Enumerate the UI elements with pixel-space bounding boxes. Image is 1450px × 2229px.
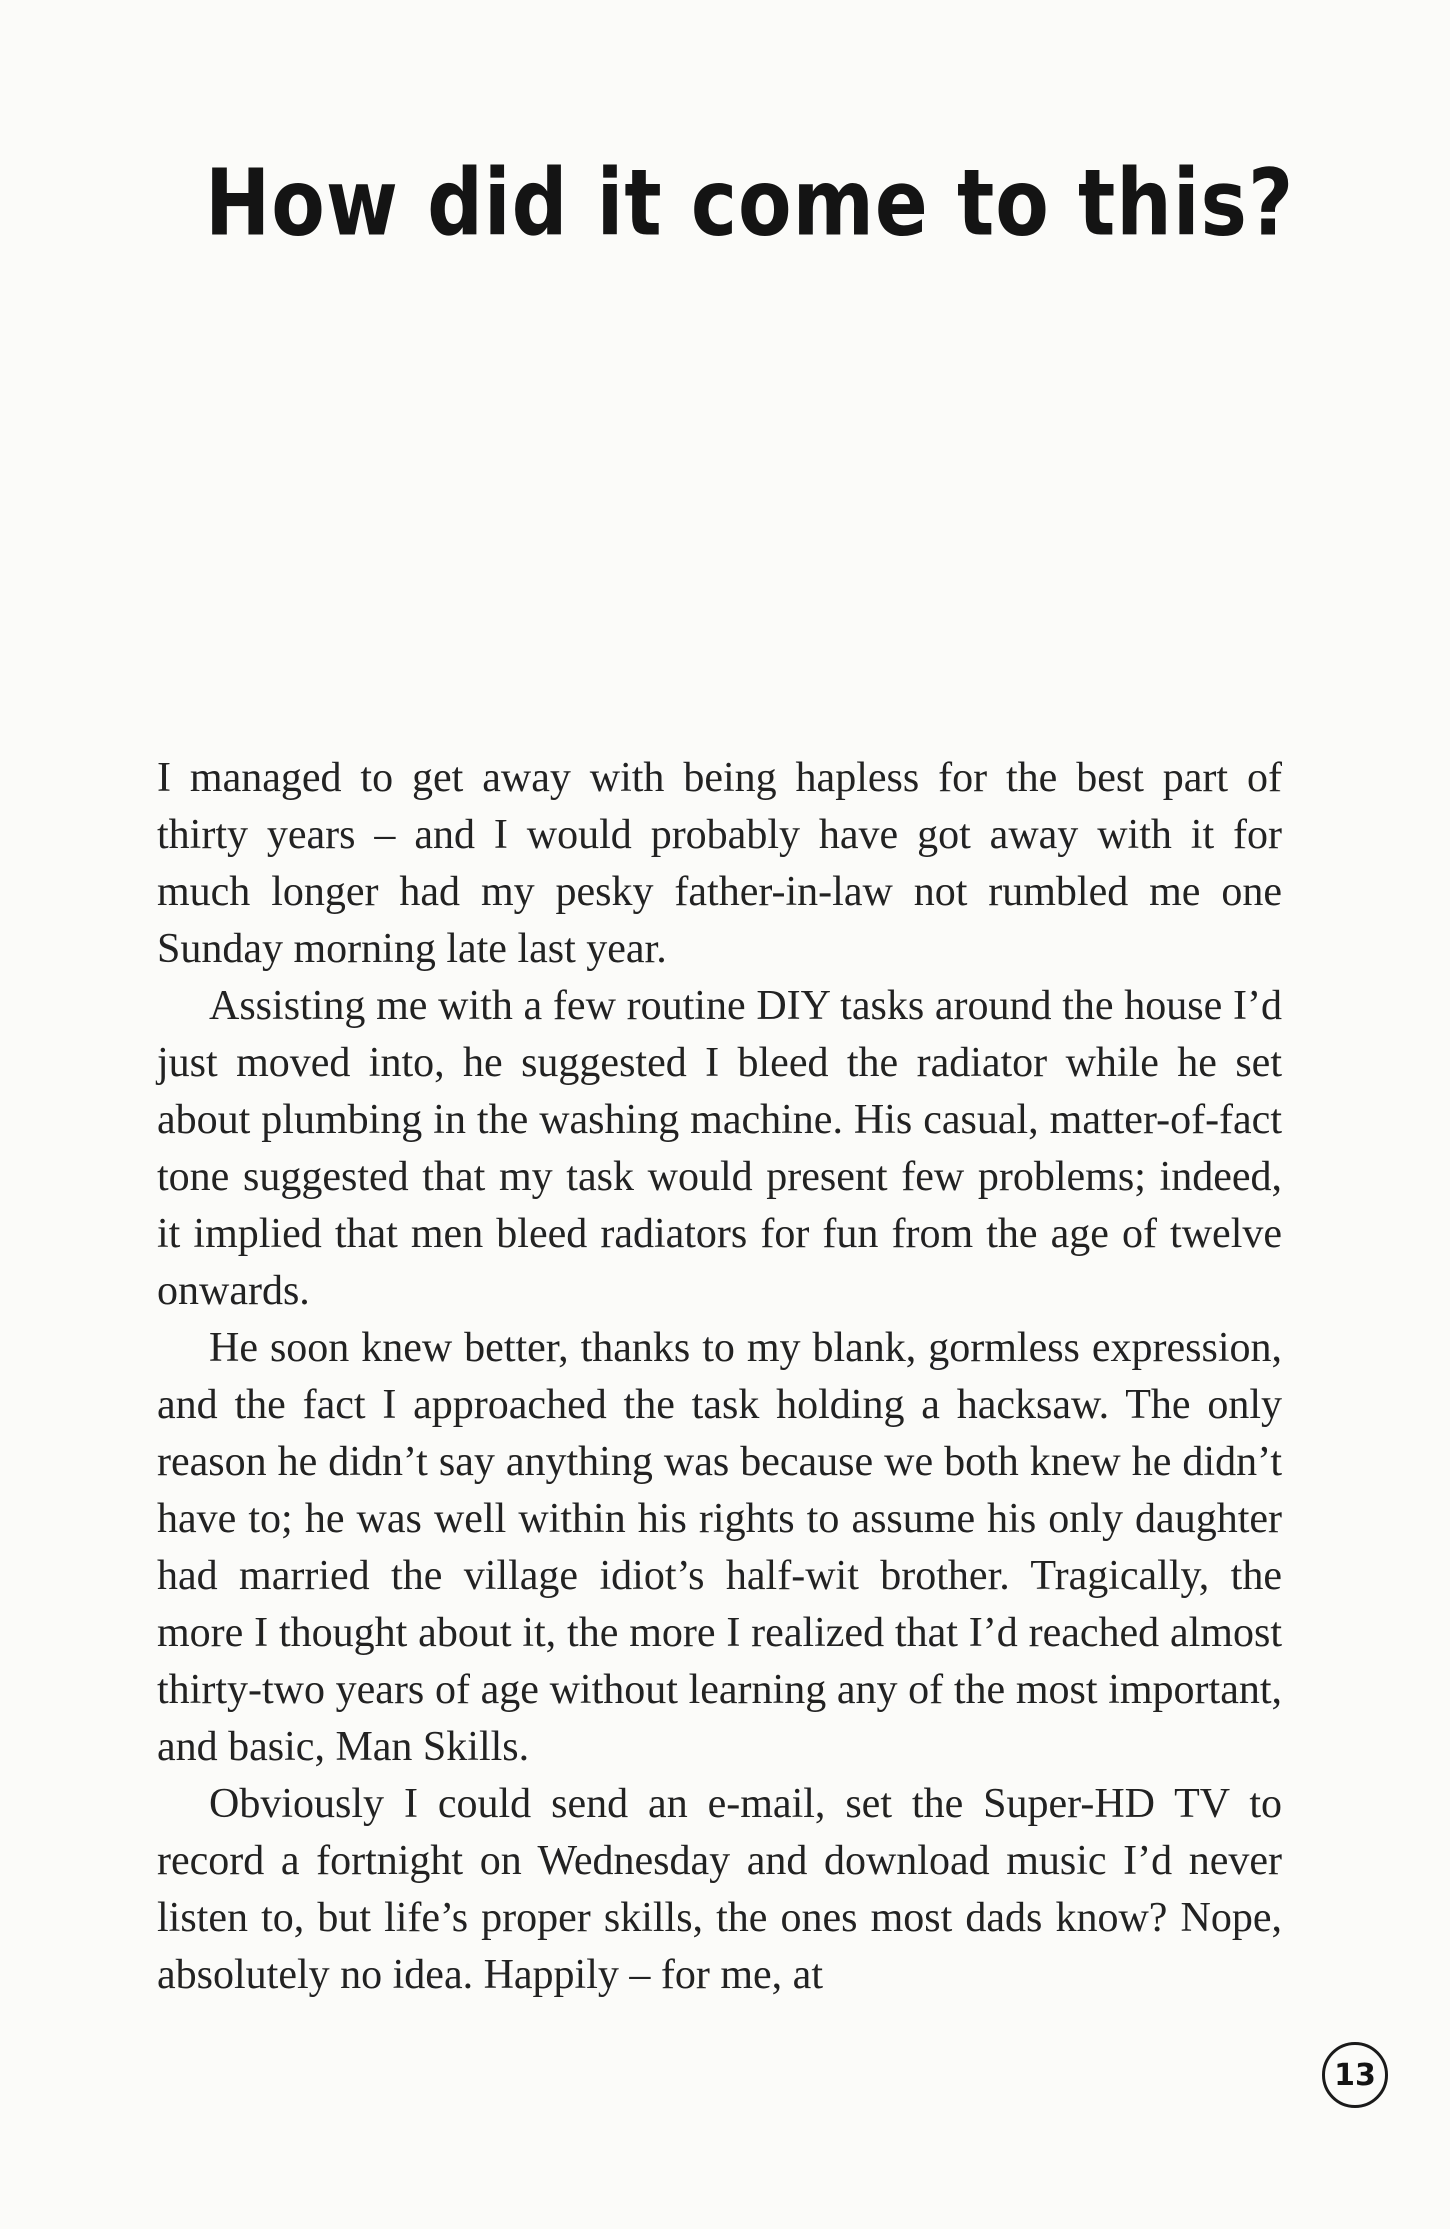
page-number-badge xyxy=(1322,2042,1388,2108)
page-number: 13 xyxy=(1334,2057,1376,2093)
body-text xyxy=(157,750,1282,2004)
paragraph-1: I managed to get away with being hapless for the best part of thirty years – and I would probably have got away with it for much longer had my pesky father-in-law not rumbled me one Sunday morning late last year. xyxy=(157,755,1282,972)
paragraph-3: He soon knew better, thanks to my blank, gormless expression, and the fact I approached the task holding a hacksaw. The only reason he didn’t say anything was because we both knew he didn’t have to; he was well within his rights to assume his only daughter had married the village idiot’s half-wit brother. Tragically, the more I thought about it, the more I realized that I’d reached almost thirty-two years of age without learning any of the most important, and basic, Man Skills. xyxy=(157,1325,1282,1770)
chapter-title: How did it come to this? xyxy=(205,150,1295,258)
paragraph-4: Obviously I could send an e-mail, set the Super-HD TV to record a fortnight on Wednesday and download music I’d never listen to, but life’s proper skills, the ones most dads know? Nope, absolutely no idea. Happily – for me, at xyxy=(157,1781,1282,1998)
paragraph-2: Assisting me with a few routine DIY tasks around the house I’d just moved into, he suggested I bleed the radiator while he set about plumbing in the washing machine. His casual, matter-of-fact tone suggested that my task would present few problems; indeed, it implied that men bleed radiators for fun from the age of twelve onwards. xyxy=(157,983,1282,1314)
